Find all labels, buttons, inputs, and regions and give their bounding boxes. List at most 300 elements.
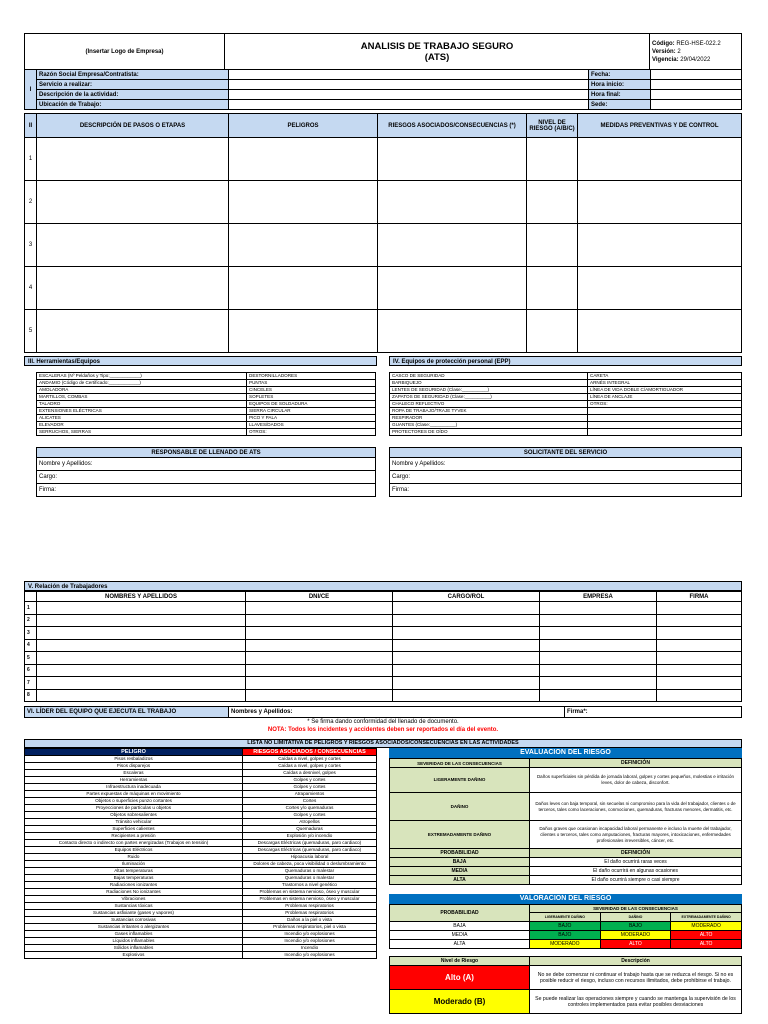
input-servicio[interactable] bbox=[229, 80, 589, 90]
hazard-consequence: Caídas a nivel, golpes y cortes bbox=[243, 756, 377, 763]
worker-row bbox=[25, 689, 742, 702]
hazard-consequence: Incendio bbox=[243, 945, 377, 952]
hazard-row bbox=[25, 896, 377, 903]
worker-cell[interactable] bbox=[246, 639, 393, 652]
solicitante-block bbox=[389, 447, 742, 497]
hazard-name: Pisos disparejos bbox=[25, 763, 243, 770]
hazard-name: Gases inflamables bbox=[25, 931, 243, 938]
hazard-row bbox=[25, 847, 377, 854]
epp-item[interactable]: GUANTES (Clase:__________) bbox=[390, 422, 588, 429]
hazard-name: Equipos Eléctricos bbox=[25, 847, 243, 854]
solicitante-firma[interactable]: Firma: bbox=[390, 484, 742, 497]
hazard-row bbox=[25, 861, 377, 868]
hazard-name: Partes expuestas de máquinas en movimiento bbox=[25, 791, 243, 798]
hazard-row bbox=[25, 791, 377, 798]
epp-item[interactable]: LÍNEA DE ANCLAJE bbox=[588, 394, 742, 401]
tool-item[interactable]: SERRUCHOS, SIERRAS bbox=[37, 429, 247, 436]
solicitante-title: SOLICITANTE DEL SERVICIO bbox=[390, 448, 742, 458]
epp-item[interactable]: RESPIRADOR bbox=[390, 415, 588, 422]
epp-row bbox=[390, 429, 742, 436]
epp-row bbox=[390, 401, 742, 408]
hazard-consequence: Incendio y/o explosiones bbox=[243, 931, 377, 938]
tool-row bbox=[37, 408, 376, 415]
hazard-consequence: Golpes y cortes bbox=[243, 777, 377, 784]
responsable-title: RESPONSABLE DE LLENADO DE ATS bbox=[37, 448, 376, 458]
risk-level-row bbox=[390, 966, 742, 990]
solicitante-nombre[interactable]: Nombre y Apellidos: bbox=[390, 458, 742, 471]
worker-cell[interactable] bbox=[37, 602, 246, 615]
worker-number: 7 bbox=[25, 677, 37, 690]
input-ubicacion[interactable] bbox=[229, 100, 589, 110]
epp-item[interactable] bbox=[588, 422, 742, 429]
probability-row bbox=[390, 867, 742, 876]
worker-cell[interactable] bbox=[37, 689, 246, 702]
worker-cell[interactable] bbox=[540, 689, 657, 702]
hazard-row bbox=[25, 805, 377, 812]
input-hora-final[interactable] bbox=[651, 90, 742, 100]
hazard-consequence: Problemas en sistema nervioso, óseo y muscular bbox=[243, 889, 377, 896]
hazard-row bbox=[25, 875, 377, 882]
responsable-cargo[interactable]: Cargo: bbox=[37, 471, 376, 484]
hazard-consequence: Dolores de cabeza, poca visibilidad o deslumbramiento bbox=[243, 861, 377, 868]
epp-item[interactable]: ZAPATOS DE SEGURIDAD (Clase:__________) bbox=[390, 394, 588, 401]
input-razon-social[interactable] bbox=[229, 70, 589, 80]
hazard-name: Radiaciones ionizantes bbox=[25, 882, 243, 889]
col-peligros: PELIGROS bbox=[229, 114, 378, 138]
solicitante-cargo[interactable]: Cargo: bbox=[390, 471, 742, 484]
epp-row bbox=[390, 373, 742, 380]
matrix-cell: MODERADO bbox=[530, 940, 601, 949]
hazard-consequence: Descargas Eléctricas (quemaduras, paro cardiaco) bbox=[243, 847, 377, 854]
risk-level-description: Se puede realizar las operaciones siempre y cuando se mantenga la supervisión de los controles implementados para evitar posibles desviaciones bbox=[530, 990, 742, 1014]
label-razon-social: Razón Social Empresa/Contratista: bbox=[37, 70, 229, 80]
worker-number: 1 bbox=[25, 602, 37, 615]
worker-row bbox=[25, 664, 742, 677]
hazard-name: Pisos resbaladizos bbox=[25, 756, 243, 763]
hazard-row bbox=[25, 826, 377, 833]
hazard-name: Proyecciones de partículas u objetos bbox=[25, 805, 243, 812]
severity-row bbox=[390, 768, 742, 793]
levels-desc-header: Descripción bbox=[530, 957, 742, 966]
hazard-name: Sólidos inflamables bbox=[25, 945, 243, 952]
worker-cell[interactable] bbox=[37, 664, 246, 677]
tool-row bbox=[37, 380, 376, 387]
section-leader bbox=[24, 706, 742, 718]
label-servicio: Servicio a realizar: bbox=[37, 80, 229, 90]
worker-cell[interactable] bbox=[37, 652, 246, 665]
worker-row bbox=[25, 652, 742, 665]
severity-level: EXTREMADAMENTE DAÑINO bbox=[390, 821, 530, 849]
matrix-prob-level: MEDIA bbox=[390, 931, 530, 940]
step-row: 2 bbox=[25, 181, 742, 224]
tool-item[interactable]: ALICATES bbox=[37, 415, 247, 422]
tool-item[interactable]: SOPLETES bbox=[247, 394, 376, 401]
col-medidas: MEDIDAS PREVENTIVAS Y DE CONTROL bbox=[578, 114, 742, 138]
hazard-name: Contacto directo o indirecto con partes energizadas (Trabajos en tensión) bbox=[25, 840, 243, 847]
tool-item[interactable]: AMOLADORA bbox=[37, 387, 247, 394]
responsable-block bbox=[36, 447, 376, 497]
severity-definition: Daños leves con baja temporal, sin secuelas ni compromiso para la vida del trabajador, clientes o de terceros, tales como laceraciones, conmociones, quemaduras, fracturas menores, dermatitis, etc. bbox=[530, 793, 742, 821]
worker-cell[interactable] bbox=[246, 664, 393, 677]
worker-col-header: NOMBRES Y APELLIDOS bbox=[37, 592, 246, 602]
worker-cell[interactable] bbox=[393, 627, 540, 640]
input-sede[interactable] bbox=[651, 100, 742, 110]
hazard-name: Vibraciones bbox=[25, 896, 243, 903]
worker-number: 6 bbox=[25, 664, 37, 677]
epp-row bbox=[390, 394, 742, 401]
worker-cell[interactable] bbox=[393, 652, 540, 665]
worker-cell[interactable] bbox=[657, 652, 742, 665]
worker-cell[interactable] bbox=[393, 639, 540, 652]
input-fecha[interactable] bbox=[651, 70, 742, 80]
risk-levels-table bbox=[389, 956, 742, 1014]
leader-title: VI. LÍDER DEL EQUIPO QUE EJECUTA EL TRABAJO bbox=[25, 707, 229, 718]
matrix-prob-label: PROBABILIDAD bbox=[390, 905, 530, 922]
hazard-name: Superficies calientes bbox=[25, 826, 243, 833]
hazard-row bbox=[25, 784, 377, 791]
epp-item[interactable]: BARBIQUEJO bbox=[390, 380, 588, 387]
hazard-name: Bajas temperaturas bbox=[25, 875, 243, 882]
hazard-consequence: Cortes bbox=[243, 798, 377, 805]
hazard-row bbox=[25, 770, 377, 777]
tool-item[interactable]: OTROS: bbox=[247, 429, 376, 436]
epp-item[interactable]: PROTECTORES DE OÍDO bbox=[390, 429, 588, 436]
severity-row bbox=[390, 793, 742, 821]
tool-row bbox=[37, 373, 376, 380]
hazard-consequence: Cortes y/o quemaduras bbox=[243, 805, 377, 812]
severity-row bbox=[390, 821, 742, 849]
leader-signature[interactable]: Firma*: bbox=[565, 707, 742, 718]
epp-row bbox=[390, 422, 742, 429]
step-row: 1 bbox=[25, 138, 742, 181]
hazard-name: Iluminación bbox=[25, 861, 243, 868]
risk-level-description: No se debe comenzar ni continuar el trabajo hasta que se reduzca el riesgo. Si no es posible reducir el riesgo, incluso con recursos ilimitados, debe prohibirse el trabajo. bbox=[530, 966, 742, 990]
hazard-row bbox=[25, 924, 377, 931]
hazard-consequence: Caídas a desnivel, golpes bbox=[243, 770, 377, 777]
probability-row bbox=[390, 876, 742, 885]
hazard-row bbox=[25, 931, 377, 938]
worker-number: 5 bbox=[25, 652, 37, 665]
risk-col-header: RIESGOS ASOCIADOS / CONSECUENCIAS bbox=[243, 749, 377, 756]
hazard-name: Sustancias corrosivas bbox=[25, 917, 243, 924]
col-pasos: DESCRIPCIÓN DE PASOS O ETAPAS bbox=[37, 114, 229, 138]
section-number: II bbox=[25, 114, 37, 138]
matrix-cell: BAJO bbox=[530, 922, 601, 931]
hazard-row bbox=[25, 910, 377, 917]
worker-cell[interactable] bbox=[540, 627, 657, 640]
tool-item[interactable]: LLAVES/DADOS bbox=[247, 422, 376, 429]
tool-item[interactable]: EQUIPOS DE SOLDADURA bbox=[247, 401, 376, 408]
severity-table bbox=[389, 758, 742, 849]
hazard-row bbox=[25, 938, 377, 945]
worker-cell[interactable] bbox=[657, 627, 742, 640]
worker-cell[interactable] bbox=[657, 677, 742, 690]
levels-col-header: Nivel de Riesgo bbox=[390, 957, 530, 966]
hazard-consequence: Explosión y/o incendio bbox=[243, 833, 377, 840]
hazard-row bbox=[25, 903, 377, 910]
hazard-name: Líquidos inflamables bbox=[25, 938, 243, 945]
tool-item[interactable]: SIERRA CIRCULAR bbox=[247, 408, 376, 415]
worker-cell[interactable] bbox=[657, 602, 742, 615]
tool-row bbox=[37, 387, 376, 394]
epp-item[interactable]: ARNÉS INTEGRAL bbox=[588, 380, 742, 387]
tool-item[interactable]: ESCALERAS (Nº Peldaños y Tipo:____________) bbox=[37, 373, 247, 380]
worker-cell[interactable] bbox=[37, 639, 246, 652]
worker-cell[interactable] bbox=[540, 602, 657, 615]
hazard-row bbox=[25, 882, 377, 889]
col-riesgos: RIESGOS ASOCIADOS/CONSECUENCIAS (*) bbox=[378, 114, 527, 138]
worker-cell[interactable] bbox=[246, 689, 393, 702]
severity-header: SEVERIDAD DE LAS CONSECUENCIAS bbox=[390, 759, 530, 768]
worker-cell[interactable] bbox=[540, 639, 657, 652]
hazard-name: Escaleras bbox=[25, 770, 243, 777]
worker-cell[interactable] bbox=[246, 652, 393, 665]
worker-cell[interactable] bbox=[657, 614, 742, 627]
hazard-consequence: Golpes y cortes bbox=[243, 784, 377, 791]
responsable-firma[interactable]: Firma: bbox=[37, 484, 376, 497]
worker-cell[interactable] bbox=[37, 614, 246, 627]
risk-matrix bbox=[389, 904, 742, 949]
worker-cell[interactable] bbox=[393, 677, 540, 690]
hazard-consequence: Quemaduras o malestar bbox=[243, 875, 377, 882]
epp-item[interactable] bbox=[588, 429, 742, 436]
hazard-consequence: Quemaduras bbox=[243, 826, 377, 833]
worker-cell[interactable] bbox=[657, 639, 742, 652]
hazard-name: Radiaciones No ionizantes bbox=[25, 889, 243, 896]
hazard-name: Tránsito vehicular bbox=[25, 819, 243, 826]
section-steps bbox=[24, 113, 742, 353]
tool-row bbox=[37, 429, 376, 436]
epp-table bbox=[389, 372, 742, 436]
tool-item[interactable]: EXTENSIONES ELÉCTRICAS bbox=[37, 408, 247, 415]
hazard-name: Recipientes a presión bbox=[25, 833, 243, 840]
hazard-row bbox=[25, 854, 377, 861]
matrix-cell: BAJO bbox=[600, 922, 671, 931]
step-row: 4 bbox=[25, 267, 742, 310]
worker-col-header: FIRMA bbox=[657, 592, 742, 602]
page-title: ANALISIS DE TRABAJO SEGURO (ATS) bbox=[225, 34, 650, 70]
worker-row bbox=[25, 639, 742, 652]
worker-row bbox=[25, 627, 742, 640]
hazard-row bbox=[25, 833, 377, 840]
tool-row bbox=[37, 415, 376, 422]
hazard-name: Sustancias irritantes o alergizantes bbox=[25, 924, 243, 931]
label-hora-final: Hora final: bbox=[589, 90, 651, 100]
worker-cell[interactable] bbox=[246, 677, 393, 690]
severity-level: DAÑINO bbox=[390, 793, 530, 821]
worker-cell[interactable] bbox=[657, 664, 742, 677]
hazard-list-title: LISTA NO LIMITATIVA DE PELIGROS Y RIESGOS ASOCIADOS/CONSECUENCIAS EN LAS ACTIVIDADES bbox=[24, 739, 742, 748]
worker-cell[interactable] bbox=[37, 677, 246, 690]
probability-level: MEDIA bbox=[390, 867, 530, 876]
worker-cell[interactable] bbox=[540, 652, 657, 665]
hazard-consequence: Golpes y cortes bbox=[243, 812, 377, 819]
definition-header: DEFINICIÓN bbox=[530, 759, 742, 768]
tool-item[interactable]: PUNTAS bbox=[247, 380, 376, 387]
valuation-title: VALORACION DEL RIESGO bbox=[389, 894, 742, 904]
matrix-row bbox=[390, 922, 742, 931]
probability-header: PROBABILIDAD bbox=[390, 849, 530, 858]
probability-def-header: DEFINICIÓN bbox=[530, 849, 742, 858]
worker-number: 8 bbox=[25, 689, 37, 702]
doc-code-block: Código: REG-HSE-022.2 Versión: 2 Vigencia: 29/04/2022 bbox=[650, 34, 742, 70]
tool-row bbox=[37, 394, 376, 401]
severity-definition: Daños graves que ocasionan incapacidad laboral permanente e incluso la muerte del trabajador, clientes o terceros, tales como amputaciones, fracturas mayores, intoxicaciones, enfermedades profesionales irreversibles, cáncer, etc. bbox=[530, 821, 742, 849]
worker-cell[interactable] bbox=[393, 689, 540, 702]
matrix-sev-col: EXTREMADAMENTE DAÑINO bbox=[671, 913, 742, 922]
epp-item[interactable] bbox=[588, 408, 742, 415]
worker-row bbox=[25, 677, 742, 690]
tool-row bbox=[37, 422, 376, 429]
section-general-info bbox=[24, 69, 742, 110]
risk-level-row bbox=[390, 990, 742, 1014]
label-sede: Sede: bbox=[589, 100, 651, 110]
probability-definition: El daño ocurrirá raras veces bbox=[530, 858, 742, 867]
epp-item[interactable]: LÍNEA DE VIDA DOBLE C/AMORTIGUADOR bbox=[588, 387, 742, 394]
probability-row bbox=[390, 858, 742, 867]
tool-item[interactable]: TALADRO bbox=[37, 401, 247, 408]
tool-item[interactable]: CINCELES bbox=[247, 387, 376, 394]
hazard-col-header: PELIGRO bbox=[25, 749, 243, 756]
section-number: I bbox=[25, 70, 37, 110]
worker-row bbox=[25, 602, 742, 615]
hazard-consequence: Hipoacusia laboral bbox=[243, 854, 377, 861]
worker-col-header: EMPRESA bbox=[540, 592, 657, 602]
hazard-row bbox=[25, 868, 377, 875]
risk-level-name: Moderado (B) bbox=[390, 990, 530, 1014]
epp-row bbox=[390, 415, 742, 422]
hazard-name: Sustancias tóxicas bbox=[25, 903, 243, 910]
matrix-sev-col: DAÑINO bbox=[600, 913, 671, 922]
label-hora-inicio: Hora inicio: bbox=[589, 80, 651, 90]
epp-row bbox=[390, 387, 742, 394]
tool-item[interactable]: PICO Y PALA bbox=[247, 415, 376, 422]
tool-item[interactable]: ANDAMIO (Código de Certificado:____________) bbox=[37, 380, 247, 387]
label-fecha: Fecha: bbox=[589, 70, 651, 80]
hazard-row bbox=[25, 945, 377, 952]
probability-definition: El daño ocurrirá siempre o casi siempre bbox=[530, 876, 742, 885]
worker-col-header: CARGO/ROL bbox=[393, 592, 540, 602]
hazard-consequence: Problemas respiratorios bbox=[243, 910, 377, 917]
tool-item[interactable]: MARTILLOS, COMBAS bbox=[37, 394, 247, 401]
evaluation-title: EVALUACION DEL RIESGO bbox=[389, 748, 742, 758]
hazard-name: Sustancias asfixiante (gases y vapores) bbox=[25, 910, 243, 917]
worker-cell[interactable] bbox=[393, 614, 540, 627]
hazard-row bbox=[25, 812, 377, 819]
hazard-name: Objetos o superficies punzo cortantes bbox=[25, 798, 243, 805]
epp-item[interactable]: LENTES DE SEGURIDAD (Clase:__________) bbox=[390, 387, 588, 394]
matrix-cell: BAJO bbox=[530, 931, 601, 940]
worker-row bbox=[25, 614, 742, 627]
hazard-consequence: Daños a la piel o vista bbox=[243, 917, 377, 924]
probability-definition: El daño ocurrirá en algunas ocasiones bbox=[530, 867, 742, 876]
worker-cell[interactable] bbox=[540, 664, 657, 677]
matrix-sev-label: SEVERIDAD DE LAS CONSECUENCIAS bbox=[530, 905, 742, 913]
hazard-consequence: Quemaduras o malestar bbox=[243, 868, 377, 875]
col-nivel-riesgo: NIVEL DE RIESGO (A/B/C) bbox=[527, 114, 578, 138]
section-tools-title: III. Herramientas/Equipos bbox=[24, 356, 377, 366]
hazard-name: Herramientas bbox=[25, 777, 243, 784]
label-descripcion: Descripción de la actividad: bbox=[37, 90, 229, 100]
matrix-row bbox=[390, 940, 742, 949]
matrix-prob-level: BAJA bbox=[390, 922, 530, 931]
epp-item[interactable]: OTROS: bbox=[588, 401, 742, 408]
worker-cell[interactable] bbox=[540, 677, 657, 690]
matrix-prob-level: ALTA bbox=[390, 940, 530, 949]
tool-row bbox=[37, 401, 376, 408]
hazard-consequence: Problemas respiratorios, piel o vista bbox=[243, 924, 377, 931]
section-workers-title: V. Relación de Trabajadores bbox=[24, 581, 742, 591]
worker-cell[interactable] bbox=[246, 627, 393, 640]
epp-item[interactable]: ROPA DE TRABAJO/TRAJE TYVEK bbox=[390, 408, 588, 415]
hazard-name: Infraestructura inadecuada bbox=[25, 784, 243, 791]
worker-num-header bbox=[25, 592, 37, 602]
hazard-name: Objetos sobresalientes bbox=[25, 812, 243, 819]
matrix-cell: ALTO bbox=[671, 931, 742, 940]
logo-placeholder: (Insertar Logo de Empresa) bbox=[25, 34, 225, 70]
matrix-cell: MODERADO bbox=[600, 931, 671, 940]
matrix-sev-col: LIGERAMENTE DAÑINO bbox=[530, 913, 601, 922]
epp-item[interactable]: CARETA bbox=[588, 373, 742, 380]
step-row: 5 bbox=[25, 310, 742, 353]
hazard-row bbox=[25, 952, 377, 959]
hazard-row bbox=[25, 889, 377, 896]
signature-note: * Se firma dando conformidad del llenado de documento. bbox=[307, 719, 459, 725]
hazard-row bbox=[25, 777, 377, 784]
responsable-nombre[interactable]: Nombre y Apellidos: bbox=[37, 458, 376, 471]
epp-item[interactable]: CASCO DE SEGURIDAD bbox=[390, 373, 588, 380]
worker-cell[interactable] bbox=[246, 614, 393, 627]
epp-item[interactable] bbox=[588, 415, 742, 422]
input-descripcion[interactable] bbox=[229, 90, 589, 100]
incident-note: NOTA: Todos los incidentes y accidentes deben ser reportados el día del evento. bbox=[267, 727, 499, 733]
hazard-name: Explosivos bbox=[25, 952, 243, 959]
worker-number: 4 bbox=[25, 639, 37, 652]
worker-cell[interactable] bbox=[657, 689, 742, 702]
tools-table bbox=[36, 372, 376, 436]
hazard-row bbox=[25, 840, 377, 847]
tool-item[interactable]: ELEVADOR bbox=[37, 422, 247, 429]
probability-level: BAJA bbox=[390, 858, 530, 867]
worker-col-header: DNI/CE bbox=[246, 592, 393, 602]
hazard-list-table bbox=[24, 748, 377, 959]
hazard-consequence: Incendio y/o explosiones bbox=[243, 938, 377, 945]
hazard-name: Altas temperaturas bbox=[25, 868, 243, 875]
epp-item[interactable]: CHALECO REFLECTIVO bbox=[390, 401, 588, 408]
matrix-cell: MODERADO bbox=[671, 922, 742, 931]
hazard-row bbox=[25, 819, 377, 826]
worker-cell[interactable] bbox=[246, 602, 393, 615]
worker-cell[interactable] bbox=[393, 602, 540, 615]
hazard-row bbox=[25, 763, 377, 770]
probability-level: ALTA bbox=[390, 876, 530, 885]
worker-cell[interactable] bbox=[393, 664, 540, 677]
hazard-row bbox=[25, 756, 377, 763]
worker-number: 3 bbox=[25, 627, 37, 640]
input-hora-inicio[interactable] bbox=[651, 80, 742, 90]
hazard-consequence: Trastornos a nivel genético bbox=[243, 882, 377, 889]
leader-name[interactable]: Nombres y Apellidos: bbox=[229, 707, 565, 718]
tool-item[interactable]: DESTORNILLADORES bbox=[247, 373, 376, 380]
hazard-consequence: Caídas a nivel, golpes y cortes bbox=[243, 763, 377, 770]
probability-table bbox=[389, 848, 742, 885]
hazard-row bbox=[25, 917, 377, 924]
worker-cell[interactable] bbox=[37, 627, 246, 640]
worker-cell[interactable] bbox=[540, 614, 657, 627]
step-row: 3 bbox=[25, 224, 742, 267]
hazard-consequence: Incendio y/o explosiones bbox=[243, 952, 377, 959]
epp-row bbox=[390, 380, 742, 387]
